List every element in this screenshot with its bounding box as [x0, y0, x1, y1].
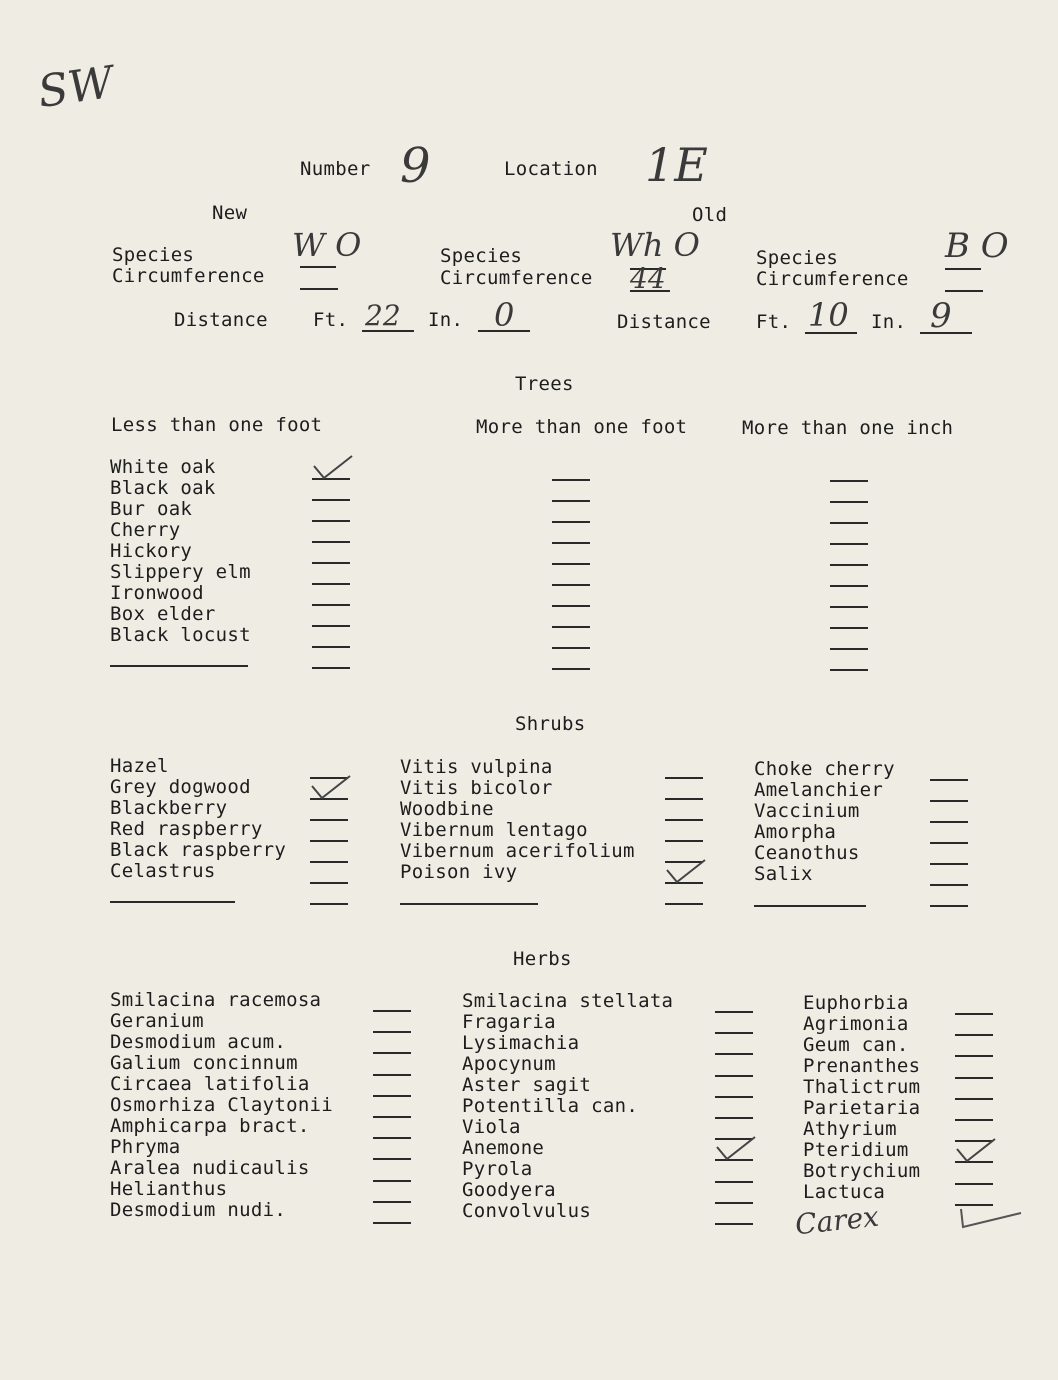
herb-species-label: Lysimachia: [462, 1032, 580, 1054]
old-species2-label: Species: [756, 247, 839, 269]
tree-species: [110, 625, 251, 646]
old-ft-line: [805, 332, 857, 334]
herb-col3-blank[interactable]: [955, 1119, 993, 1121]
tree-less-than-foot-blank[interactable]: [312, 541, 350, 543]
tree-less-than-foot-blank[interactable]: [312, 583, 350, 585]
shrub-species-label: Vitis bicolor: [400, 777, 553, 799]
herb-col3-blank[interactable]: [955, 1183, 993, 1185]
herb-col2-blank[interactable]: [715, 1053, 753, 1055]
new-in-line: [478, 330, 530, 332]
new-ft-line: [362, 330, 414, 332]
tree-species: [110, 457, 251, 478]
shrubs-col2-extra-line: [400, 903, 538, 905]
old-heading: Old: [692, 204, 728, 226]
tree-species-label: Hickory: [110, 540, 193, 562]
herb-species-label: Anemone: [462, 1137, 545, 1159]
shrub-col1-blank[interactable]: [310, 882, 348, 884]
herb-col2-blank[interactable]: [715, 1181, 753, 1183]
shrub-species: [110, 798, 286, 819]
shrub-species-label: Vaccinium: [754, 800, 860, 822]
shrub-col2-blank[interactable]: [665, 819, 703, 821]
checkmark-icon: [713, 1133, 759, 1163]
old-species1-value: Wh O: [610, 226, 700, 264]
old-distance-label: Distance: [617, 311, 711, 333]
herb-species: [803, 1119, 920, 1140]
herb-species: [110, 1158, 333, 1179]
herb-species: [462, 1159, 673, 1180]
herb-species-label: Smilacina racemosa: [110, 989, 322, 1011]
old-species1-label: Species: [440, 245, 523, 267]
herb-species-label: Viola: [462, 1116, 521, 1138]
old-circumference2-line: [945, 290, 983, 292]
old-circumference1-label: Circumference: [440, 267, 593, 289]
shrub-species-label: Red raspberry: [110, 818, 263, 840]
trees-col-header-3: More than one inch: [742, 417, 954, 439]
number-value: 9: [400, 138, 431, 194]
shrub-species-label: Salix: [754, 863, 813, 885]
herb-species: [803, 1182, 920, 1203]
herb-species-label: Phryma: [110, 1136, 181, 1158]
herb-species: [462, 1054, 673, 1075]
shrub-species-label: Amorpha: [754, 821, 837, 843]
tree-less-than-foot-blank[interactable]: [312, 562, 350, 564]
tree-more-than-foot-blank[interactable]: [552, 647, 590, 649]
tree-more-than-inch-blank[interactable]: [830, 522, 868, 524]
handwritten-extra-check-icon: [955, 1205, 1025, 1231]
checkmark-icon: [308, 772, 354, 802]
shrub-species-label: Woodbine: [400, 798, 494, 820]
old-ft-value: 10: [808, 296, 849, 334]
shrub-species-label: Vibernum lentago: [400, 819, 588, 841]
herb-col3-blank[interactable]: [955, 1204, 993, 1206]
tree-more-than-foot-blank[interactable]: [552, 521, 590, 523]
tree-less-than-foot-blank[interactable]: [312, 625, 350, 627]
shrub-species-label: Amelanchier: [754, 779, 884, 801]
herb-species: [803, 1098, 920, 1119]
herb-species: [462, 1180, 673, 1201]
shrub-species: [754, 759, 895, 780]
herb-col2-blank[interactable]: [715, 1202, 753, 1204]
herb-col1-blank[interactable]: [373, 1222, 411, 1224]
tree-more-than-inch-blank[interactable]: [830, 543, 868, 545]
shrub-species: [754, 801, 895, 822]
new-circumference-line: [300, 288, 338, 290]
herb-species-label: Parietaria: [803, 1097, 921, 1119]
herb-species-label: Potentilla can.: [462, 1095, 639, 1117]
herb-species-label: Euphorbia: [803, 992, 909, 1014]
shrub-col3-blank[interactable]: [930, 905, 968, 907]
herb-species: [462, 1096, 673, 1117]
herb-species-label: Aralea nudicaulis: [110, 1157, 310, 1179]
herb-species: [462, 1201, 673, 1222]
herb-species-label: Pteridium: [803, 1139, 909, 1161]
herb-col1-blank[interactable]: [373, 1158, 411, 1160]
shrub-species-label: Choke cherry: [754, 758, 895, 780]
new-species-line: [300, 266, 336, 268]
shrub-species: [754, 864, 895, 885]
checkmark-icon: [953, 1135, 999, 1165]
herb-species: [110, 1116, 333, 1137]
tree-more-than-foot-blank[interactable]: [552, 479, 590, 481]
herb-col3-blank[interactable]: [955, 1034, 993, 1036]
shrub-species-label: Blackberry: [110, 797, 228, 819]
tree-less-than-foot-blank[interactable]: [312, 604, 350, 606]
herb-species: [803, 1161, 920, 1182]
shrub-species-label: Vibernum acerifolium: [400, 840, 635, 862]
herb-species: [803, 1140, 920, 1161]
tree-more-than-inch-blank[interactable]: [830, 564, 868, 566]
tree-less-than-foot-blank[interactable]: [312, 646, 350, 648]
herb-species-label: Apocynum: [462, 1053, 556, 1075]
shrub-col1-blank[interactable]: [310, 903, 348, 905]
herb-species: [110, 1074, 333, 1095]
shrubs-column-2: [400, 757, 635, 883]
shrub-species-label: Black raspberry: [110, 839, 287, 861]
herb-species-label: Thalictrum: [803, 1076, 921, 1098]
new-ft-value: 22: [365, 299, 401, 332]
shrub-col3-blank[interactable]: [930, 800, 968, 802]
herb-species: [110, 1053, 333, 1074]
shrub-species: [110, 861, 286, 882]
herb-species-label: Desmodium nudi.: [110, 1199, 287, 1221]
tree-species: [110, 562, 251, 583]
herb-col1-blank[interactable]: [373, 1031, 411, 1033]
tree-species-label: Box elder: [110, 603, 216, 625]
herb-species-label: Amphicarpa bract.: [110, 1115, 310, 1137]
old-circumference1-line: [630, 290, 670, 292]
tree-species: [110, 604, 251, 625]
herb-col1-blank[interactable]: [373, 1010, 411, 1012]
shrub-species: [400, 841, 635, 862]
herb-col1-blank[interactable]: [373, 1137, 411, 1139]
herb-species-label: Goodyera: [462, 1179, 556, 1201]
tree-species-label: White oak: [110, 456, 216, 478]
shrub-species: [110, 819, 286, 840]
tree-species-label: Ironwood: [110, 582, 204, 604]
herb-col1-blank[interactable]: [373, 1095, 411, 1097]
shrub-species-label: Celastrus: [110, 860, 216, 882]
trees-col-header-1: Less than one foot: [111, 414, 323, 436]
tree-species-label: Slippery elm: [110, 561, 251, 583]
shrub-col2-blank[interactable]: [665, 777, 703, 779]
herb-species: [110, 1032, 333, 1053]
trees-heading: Trees: [515, 373, 574, 395]
tree-more-than-foot-blank[interactable]: [552, 563, 590, 565]
herb-species: [803, 1077, 920, 1098]
shrub-species-label: Vitis vulpina: [400, 756, 553, 778]
herbs-column-3: [803, 993, 920, 1203]
tree-more-than-foot-blank[interactable]: [552, 584, 590, 586]
shrub-species-label: Poison ivy: [400, 861, 518, 883]
new-in-label: In.: [428, 309, 464, 331]
corner-note: SW: [34, 57, 117, 118]
new-in-value: 0: [494, 296, 515, 334]
tree-more-than-foot-blank[interactable]: [552, 668, 590, 670]
herb-species-label: Desmodium acum.: [110, 1031, 287, 1053]
old-circumference1-value: 44: [630, 262, 666, 295]
herb-species: [462, 991, 673, 1012]
herb-species-label: Botrychium: [803, 1160, 921, 1182]
herb-species-label: Athyrium: [803, 1118, 897, 1140]
tree-more-than-inch-blank[interactable]: [830, 501, 868, 503]
herb-species-label: Lactuca: [803, 1181, 886, 1203]
number-label: Number: [300, 158, 371, 180]
trees-species-list: [110, 457, 251, 646]
tree-more-than-foot-blank[interactable]: [552, 500, 590, 502]
herb-col3-blank[interactable]: [955, 1013, 993, 1015]
tree-more-than-foot-blank[interactable]: [552, 605, 590, 607]
tree-less-than-foot-blank[interactable]: [312, 667, 350, 669]
tree-species: [110, 520, 251, 541]
tree-species: [110, 583, 251, 604]
trees-extra-species-line: [110, 665, 248, 667]
herb-species-label: Geum can.: [803, 1034, 909, 1056]
tree-more-than-inch-blank[interactable]: [830, 648, 868, 650]
tree-less-than-foot-blank[interactable]: [312, 520, 350, 522]
location-value: 1E: [645, 138, 708, 192]
shrubs-column-1: [110, 756, 286, 882]
location-label: Location: [504, 158, 598, 180]
checkmark-icon: [310, 452, 356, 482]
herb-species: [110, 1095, 333, 1116]
herb-species: [462, 1117, 673, 1138]
tree-more-than-foot-blank[interactable]: [552, 542, 590, 544]
tree-species-label: Black oak: [110, 477, 216, 499]
tree-species: [110, 478, 251, 499]
herb-species: [803, 1035, 920, 1056]
shrub-col2-blank[interactable]: [665, 903, 703, 905]
herb-species: [462, 1033, 673, 1054]
old-species2-line: [945, 268, 981, 270]
shrub-species: [754, 780, 895, 801]
herb-species-label: Smilacina stellata: [462, 990, 674, 1012]
herb-col2-blank[interactable]: [715, 1117, 753, 1119]
shrubs-col1-extra-line: [110, 901, 235, 903]
new-heading: New: [212, 202, 248, 224]
tree-species: [110, 541, 251, 562]
herb-species-label: Geranium: [110, 1010, 204, 1032]
shrub-species: [754, 843, 895, 864]
herb-col2-blank[interactable]: [715, 1096, 753, 1098]
new-species-value: W O: [292, 226, 362, 264]
herb-species-label: Convolvulus: [462, 1200, 592, 1222]
old-circumference2-label: Circumference: [756, 268, 909, 290]
tree-more-than-inch-blank[interactable]: [830, 627, 868, 629]
herb-species-label: Helianthus: [110, 1178, 228, 1200]
herbs-column-2: [462, 991, 673, 1222]
shrub-col2-blank[interactable]: [665, 798, 703, 800]
new-species-label: Species: [112, 244, 195, 266]
shrub-species: [110, 777, 286, 798]
shrub-species: [400, 862, 635, 883]
tree-more-than-foot-blank[interactable]: [552, 626, 590, 628]
shrub-col3-blank[interactable]: [930, 842, 968, 844]
herb-species: [110, 990, 333, 1011]
herb-species: [803, 1014, 920, 1035]
herb-col3-blank[interactable]: [955, 1077, 993, 1079]
checkmark-icon: [663, 856, 709, 886]
shrub-col1-blank[interactable]: [310, 840, 348, 842]
herb-col2-blank[interactable]: [715, 1223, 753, 1225]
herb-col2-blank[interactable]: [715, 1075, 753, 1077]
new-ft-label: Ft.: [313, 309, 349, 331]
herb-species: [462, 1012, 673, 1033]
shrub-species-label: Grey dogwood: [110, 776, 251, 798]
shrub-col3-blank[interactable]: [930, 884, 968, 886]
shrub-col1-blank[interactable]: [310, 819, 348, 821]
shrub-species: [754, 822, 895, 843]
shrub-col3-blank[interactable]: [930, 863, 968, 865]
herb-species: [803, 1056, 920, 1077]
shrub-col3-blank[interactable]: [930, 779, 968, 781]
herb-col2-blank[interactable]: [715, 1011, 753, 1013]
shrub-species: [400, 757, 635, 778]
shrub-species: [400, 799, 635, 820]
tree-more-than-inch-blank[interactable]: [830, 606, 868, 608]
herb-species-label: Agrimonia: [803, 1013, 909, 1035]
herb-col2-blank[interactable]: [715, 1032, 753, 1034]
old-in-value: 9: [930, 296, 952, 336]
herb-col1-blank[interactable]: [373, 1180, 411, 1182]
shrub-col2-blank[interactable]: [665, 840, 703, 842]
tree-more-than-inch-blank[interactable]: [830, 585, 868, 587]
herb-species-label: Fragaria: [462, 1011, 556, 1033]
trees-col-header-2: More than one foot: [476, 416, 688, 438]
shrub-species-label: Hazel: [110, 755, 169, 777]
herbs-handwritten-extra: Carex: [793, 1199, 881, 1242]
herb-col3-blank[interactable]: [955, 1055, 993, 1057]
herb-col1-blank[interactable]: [373, 1052, 411, 1054]
shrubs-heading: Shrubs: [515, 713, 586, 735]
herb-species-label: Prenanthes: [803, 1055, 921, 1077]
shrub-species: [110, 840, 286, 861]
shrubs-col3-extra-line: [754, 905, 866, 907]
old-in-label: In.: [871, 311, 907, 333]
old-ft-label: Ft.: [756, 311, 792, 333]
herb-species-label: Circaea latifolia: [110, 1073, 310, 1095]
herb-col3-blank[interactable]: [955, 1098, 993, 1100]
shrub-col1-blank[interactable]: [310, 861, 348, 863]
tree-species: [110, 499, 251, 520]
herb-col1-blank[interactable]: [373, 1074, 411, 1076]
herbs-column-1: [110, 990, 333, 1221]
herb-species: [110, 1011, 333, 1032]
tree-less-than-foot-blank[interactable]: [312, 499, 350, 501]
tree-species-label: Black locust: [110, 624, 251, 646]
shrubs-column-3: [754, 759, 895, 885]
old-in-line: [920, 332, 972, 334]
herb-species: [110, 1137, 333, 1158]
tree-more-than-inch-blank[interactable]: [830, 480, 868, 482]
herb-species: [462, 1138, 673, 1159]
herb-species: [803, 993, 920, 1014]
tree-species-label: Bur oak: [110, 498, 193, 520]
herbs-heading: Herbs: [513, 948, 572, 970]
tree-species-label: Cherry: [110, 519, 181, 541]
herb-species: [462, 1075, 673, 1096]
herb-species-label: Pyrola: [462, 1158, 533, 1180]
herb-species: [110, 1200, 333, 1221]
herb-col1-blank[interactable]: [373, 1201, 411, 1203]
tree-more-than-inch-blank[interactable]: [830, 669, 868, 671]
shrub-species: [110, 756, 286, 777]
new-circumference-label: Circumference: [112, 265, 265, 287]
shrub-species: [400, 820, 635, 841]
shrub-species: [400, 778, 635, 799]
old-species2-value: B O: [945, 226, 1009, 266]
herb-species-label: Galium concinnum: [110, 1052, 298, 1074]
shrub-species-label: Ceanothus: [754, 842, 860, 864]
shrub-col3-blank[interactable]: [930, 821, 968, 823]
herb-species-label: Aster sagit: [462, 1074, 592, 1096]
herb-species: [110, 1179, 333, 1200]
herb-species-label: Osmorhiza Claytonii: [110, 1094, 334, 1116]
herb-col1-blank[interactable]: [373, 1116, 411, 1118]
new-distance-label: Distance: [174, 309, 268, 331]
